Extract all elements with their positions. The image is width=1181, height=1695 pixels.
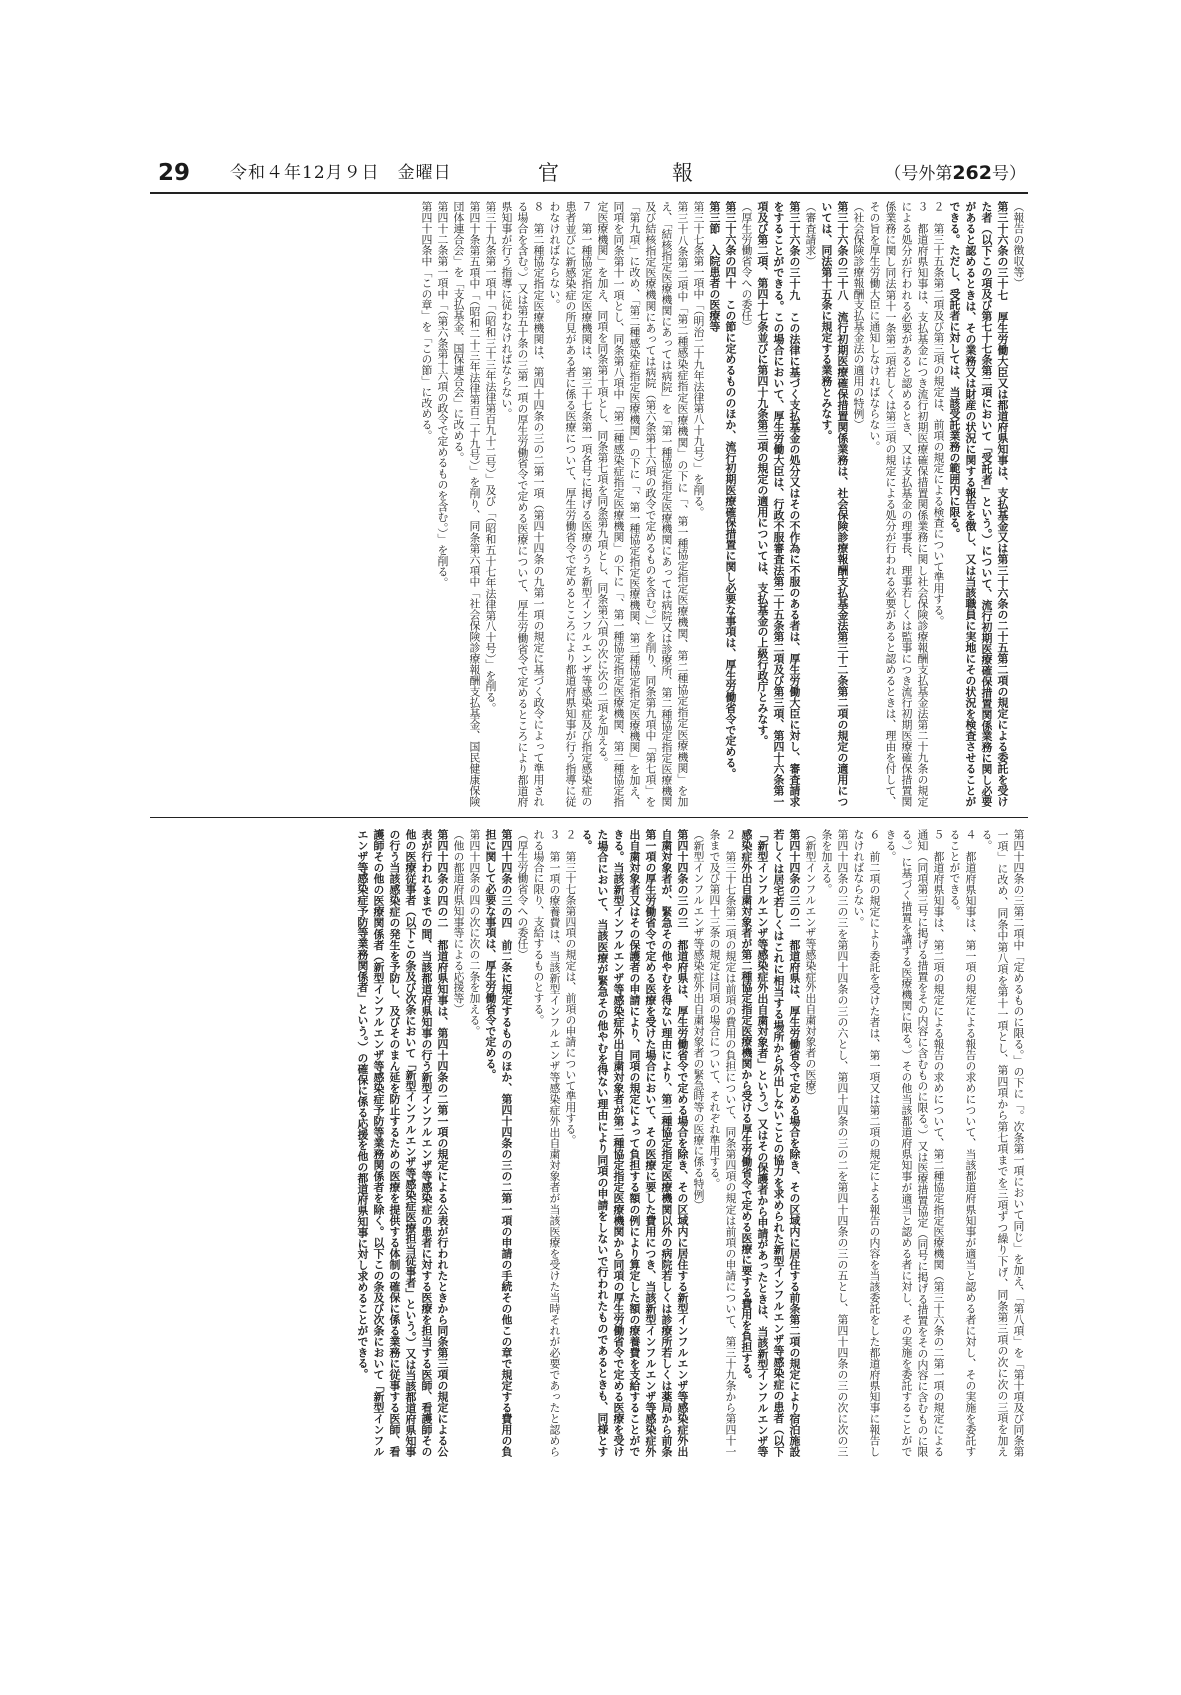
paragraph: 第三十六条の三十七 厚生労働大臣又は都道府県知事は、支払基金又は第三十六条の二十五第二項の規定による委託を受けた者（以下この項及び第七十七条第二項において「受託者」という。）について、流行初期医療確保措置関係業務に関し必要があると認めるときは、その業務又は財産の状況に関する報告を徴し、又は当該職員に実地にその状況を検査させることができる。ただし、受託者に対しては、当該受託業務の範囲内に限る。 <box>948 201 1009 807</box>
issue-number-value: 262 <box>952 162 992 184</box>
upper-text-block <box>148 201 1026 807</box>
header-rule <box>150 192 1028 194</box>
paragraph: 第四十四条中「この章」を「この節」に改める。 <box>420 201 433 441</box>
paragraph: （審査請求） <box>804 201 817 267</box>
issue-date: 令和４年12月９日 金曜日 <box>230 163 452 183</box>
gazette-title: 官 報 <box>538 161 739 185</box>
paragraph: ３ 都道府県知事は、支払基金につき流行初期医療確保措置関係業務に関し社会保険診療報酬支払基金法第二十九条の規定による処分が行われる必要があると認めるとき、又は支払基金の理事長、理事若しくは監事につき流行初期医療確保措置関係業務に関し同法第十一条第二項若しくは第三項の規定による処分が行われる必要があると認めるときは、理由を付して、その旨を厚生労働大臣に通知しなければならない。 <box>868 201 929 807</box>
paragraph: （厚生労働省令への委任） <box>740 201 753 332</box>
paragraph: 第三十六条の四十 この節に定めるもののほか、流行初期医療確保措置に関し必要な事項は、厚生労働省令で定める。 <box>724 201 737 779</box>
paragraph: ８ 第二種協定指定医療機関は、第四十四条の三の二第一項（第四十四条の九第一項の規定に基づく政令によって準用される場合を含む。）又は第五十条の三第一項の厚生労働省令で定める医療について、厚生労働省令で定めるところにより都道府県知事が行う指導に従わなければならない。 <box>500 201 545 807</box>
paragraph: （新型インフルエンザ等感染症外出自粛対象者の医療） <box>804 829 817 1102</box>
paragraph: （厚生労働省令への委任） <box>516 829 529 960</box>
paragraph: ７ 第一種協定指定医療機関は、第三十七条第一項各号に掲げる医療のうち新型インフルエンザ等感染症及び指定感染症の患者並びに新感染症の所見がある者に係る医療について、厚生労働省令で定めるところにより都道府県知事が行う指導に従わなければならない。 <box>548 201 593 807</box>
paragraph: （他の都道府県知事等による応援等） <box>452 829 465 1015</box>
issue-prefix: （号外第 <box>884 164 953 184</box>
paragraph: ５ 都道府県知事は、第二項の規定による報告の求めについて、第二種協定指定医療機関（第三十六条の二第一項の規定による通知（同項第三号に掲げる措置をその内容に含むものに限る。）又は医療措置協定（同号に掲げる措置をその内容に含むものに限る。）に基づく措置を講ずる医療機関に限る。）その他当該都道府県知事が適当と認める者に対し、その実施を委託することができる。 <box>884 829 945 1457</box>
paragraph: 第四十四条の三の二 都道府県は、厚生労働省令で定める場合を除き、その区域内に居住する前条第二項の規定により宿泊施設若しくは居宅若しくはこれに相当する場所から外出しないことの協力を求められた新型インフルエンザ等感染症の患者（以下「新型インフルエンザ等感染症外出自粛対象者」という。）又はその保護者から申請があったときは、当該新型インフルエンザ等感染症外出自粛対象者が第二種協定指定医療機関から受ける厚生労働省令で定める医療に要する費用を負担する。 <box>740 829 801 1457</box>
paragraph: 第四十四条の四の次に次の二条を加える。 <box>468 829 481 1037</box>
paragraph: 第四十四条の三第二項中「定めるものに限る。」の下に「。次条第一項において同じ」を加え、「第八項」を「第十項及び同条第一項」に改め、同条中第八項を第十一項とし、第四項から第七項までを三項ずつ繰り下げ、同条第三項の次に次の三項を加える。 <box>980 829 1025 1457</box>
paragraph: ３ 第一項の療養費は、当該新型インフルエンザ等感染症外出自粛対象者が当該医療を受けた当時それが必要であったと認められる場合に限り、支給するものとする。 <box>532 829 561 1457</box>
paragraph: 第四十四条の三の三を第四十四条の三の六とし、第四十四条の三の二を第四十四条の三の五とし、第四十四条の三の次に次の三条を加える。 <box>820 829 849 1457</box>
paragraph: 第四十四条の三の四 前二条に規定するもののほか、第四十四条の三の二第一項の申請の手続その他この章で規定する費用の負担に関して必要な事項は、厚生労働省令で定める。 <box>484 829 513 1457</box>
paragraph: 第三十九条第一項中「（昭和三十三年法律第百九十二号）」及び「（昭和五十七年法律第八十号）」を削る。 <box>484 201 497 714</box>
paragraph: ６ 前二項の規定により委託を受けた者は、第一項又は第二項の規定による報告の内容を当該委託をした都道府県知事に報告しなければならない。 <box>852 829 881 1457</box>
paragraph: ２ 第三十七条第二項の規定は前項の費用の負担について、同条第四項の規定は前項の申請について、第三十九条から第四十一条まで及び第四十三条の規定は同項の場合について、それぞれ準用する。 <box>708 829 737 1457</box>
issue-suffix: 号） <box>992 164 1026 184</box>
paragraph: 第四十二条第一項中「（第六条第十六項の政令で定めるものを含む。）」を削る。 <box>436 201 449 588</box>
paragraph: 第四十条第五項中「（昭和二十三年法律第百二十九号）」を削り、同条第六項中「社会保険診療報酬支払基金、国民健康保険団体連合会」を「支払基金、国保連合会」に改める。 <box>452 201 481 807</box>
paragraph: （報告の徴収等） <box>1012 201 1025 289</box>
paragraph: 第三十六条の三十八 流行初期医療確保措置関係業務は、社会保険診療報酬支払基金法第三十二条第二項の規定の適用については、同法第十五条に規定する業務とみなす。 <box>820 201 849 807</box>
section-heading: 第三節 入院患者の医療等 <box>708 201 721 332</box>
lower-text-block <box>148 829 1026 1457</box>
paragraph: （新型インフルエンザ等感染症外出自粛対象者の緊急時等の医療に係る特例） <box>692 829 705 1211</box>
issue-number <box>884 158 1026 189</box>
paragraph: 第三十七条第一項中「（明治二十九年法律第八十九号）」を削る。 <box>692 201 705 518</box>
page-number: 29 <box>158 160 191 186</box>
paragraph: ２ 第三十五条第二項及び第三項の規定は、前項の規定による検査について準用する。 <box>932 201 945 627</box>
paragraph: 第三十六条の三十九 この法律に基づく支払基金の処分又はその不作為に不服のある者は、厚生労働大臣に対し、審査請求をすることができる。この場合において、厚生労働大臣は、行政不服審査法第二十五条第二項及び第三項、第四十六条第一項及び第二項、第四十七条並びに第四十九条第三項の規定の適用については、支払基金の上級行政庁とみなす。 <box>756 201 801 807</box>
paragraph: 第四十四条の三の三 都道府県は、厚生労働省令で定める場合を除き、その区域内に居住する新型インフルエンザ等感染症外出自粛対象者が、緊急その他やむを得ない理由により、第二種協定指定医療機関以外の病院若しくは診療所若しくは薬局から前条第一項の厚生労働省令で定める医療を受けた場合において、その医療に要した費用につき、当該新型インフルエンザ等感染症外出自粛対象者又はその保護者の申請により、同項の規定によって負担する額の例により算定した額の療養費を支給することができる。当該新型インフルエンザ等感染症外出自粛対象者が第二種協定指定医療機関から同項の厚生労働省令で定める医療を受けた場合において、当該医療が緊急その他やむを得ない理由により同項の申請をしないで行われたものであるときも、同様とする。 <box>580 829 689 1457</box>
paragraph: 第三十八条第二項中「第二種感染症指定医療機関」の下に「、第一種協定指定医療機関、第二種協定指定医療機関」を加え、「結核指定医療機関にあっては病院」を「第一種協定指定医療機関にあっては病院又は診療所、第二種協定指定医療機関及び結核指定医療機関にあっては病院（第六条第十六項の政令で定めるものを含む。）」を削り、同条第九項中「第七項」を「第九項」に改め、「第二種感染症指定医療機関」の下に「、第一種協定指定医療機関、第二種協定指定医療機関」を加え、同項を同条第十一項とし、同条第八項中「第二種感染症指定医療機関」の下に「、第一種協定指定医療機関、第二種協定指定医療機関」を加え、同項を同条第十項とし、同条第七項を同条第九項とし、同条第六項の次に次の二項を加える。 <box>596 201 689 807</box>
paragraph: ２ 第三十七条第四項の規定は、前項の申請について準用する。 <box>564 829 577 1146</box>
page-header <box>158 158 1026 188</box>
paragraph: 第四十四条の四の二 都道府県知事は、第四十四条の二第一項の規定による公表が行われたときから同条第三項の規定による公表が行われるまでの間、当該都道府県知事の行う新型インフルエンザ等感染症の患者に対する医療を担当する医師、看護師その他の医療従事者（以下この条及び次条において「新型インフルエンザ等感染症医療担当従事者」という。）又は当該都道府県知事の行う当該感染症の発生を予防し、及びそのまん延を防止するための医療を提供する体制の確保に係る業務に従事する医師、看護師その他の医療関係者（新型インフルエンザ等感染症予防等業務関係者を除く。以下この条及び次条において「新型インフルエンザ等感染症予防等業務関係者」という。）の確保に係る応援を他の都道府県知事に対し求めることができる。 <box>356 829 449 1457</box>
tier-divider <box>150 817 1028 818</box>
paragraph: （社会保険診療報酬支払基金法の適用の特例） <box>852 201 865 430</box>
paragraph: ４ 都道府県知事は、第一項の規定による報告の求めについて、当該都道府県知事が適当と認める者に対し、その実施を委託することができる。 <box>948 829 977 1457</box>
